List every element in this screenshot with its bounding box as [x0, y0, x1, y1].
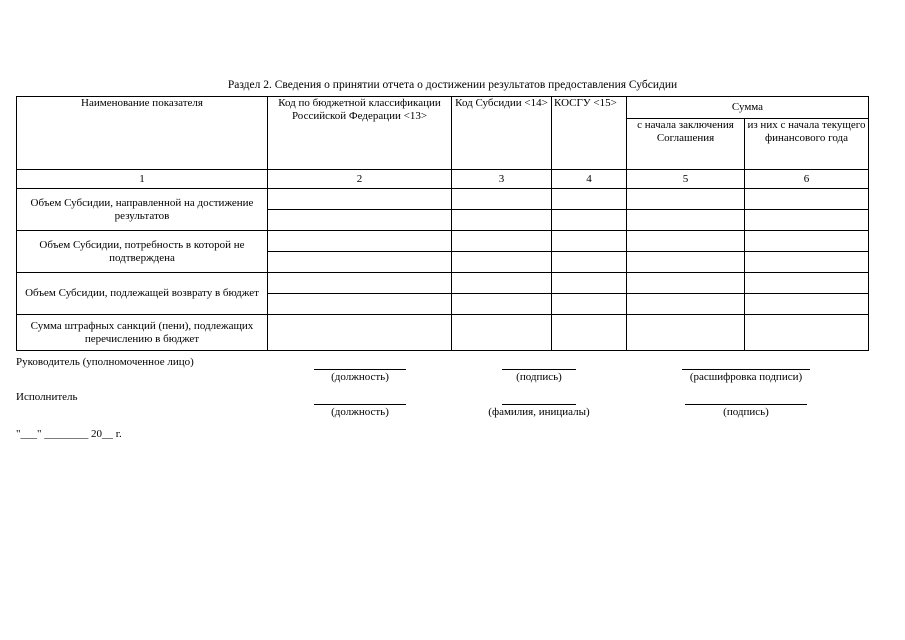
table-cell[interactable] — [452, 315, 552, 351]
row-label-unconfirmed: Объем Субсидии, потребность в которой не подтверждена — [17, 231, 268, 273]
table-cell[interactable] — [552, 210, 627, 231]
head-signature-line[interactable] — [502, 369, 576, 370]
header-sum-from-start: с начала заключения Соглашения — [627, 119, 745, 170]
table-cell[interactable] — [552, 315, 627, 351]
table-cell[interactable] — [627, 252, 745, 273]
table-cell[interactable] — [627, 315, 745, 351]
table-cell[interactable] — [745, 189, 869, 210]
date-line[interactable]: "___" ________ 20__ г. — [16, 428, 122, 440]
column-number-2: 2 — [268, 170, 452, 189]
table-cell[interactable] — [452, 189, 552, 210]
executor-signature-caption: (подпись) — [723, 406, 769, 418]
executor-name-line[interactable] — [502, 404, 576, 405]
header-budget-code: Код по бюджетной классификации Российской Федерации <13> — [268, 97, 452, 170]
table-cell[interactable] — [627, 294, 745, 315]
table-cell[interactable] — [627, 210, 745, 231]
header-sum-current-year: из них с начала текущего финансового года — [745, 119, 869, 170]
table-cell[interactable] — [552, 231, 627, 252]
header-indicator: Наименование показателя — [17, 97, 268, 170]
table-cell[interactable] — [452, 273, 552, 294]
row-label-return: Объем Субсидии, подлежащей возврату в бюджет — [17, 273, 268, 315]
column-number-4: 4 — [552, 170, 627, 189]
table-row — [17, 315, 869, 351]
table-cell[interactable] — [552, 273, 627, 294]
table-cell[interactable] — [552, 294, 627, 315]
head-position-line[interactable] — [314, 369, 406, 370]
table-cell[interactable] — [452, 294, 552, 315]
table-cell[interactable] — [268, 273, 452, 294]
table-cell[interactable] — [627, 231, 745, 252]
head-transcript-caption: (расшифровка подписи) — [689, 371, 803, 383]
table-cell[interactable] — [552, 252, 627, 273]
table-cell[interactable] — [627, 189, 745, 210]
column-number-6: 6 — [745, 170, 869, 189]
row-label-penalties: Сумма штрафных санкций (пени), подлежащих перечислению в бюджет — [17, 315, 268, 351]
table-cell[interactable] — [268, 210, 452, 231]
table-cell[interactable] — [627, 273, 745, 294]
section-title: Раздел 2. Сведения о принятии отчета о достижении результатов предоставления Субсидии — [227, 79, 678, 91]
table-cell[interactable] — [268, 294, 452, 315]
table-cell[interactable] — [452, 252, 552, 273]
head-label: Руководитель (уполномоченное лицо) — [16, 356, 194, 368]
column-number-5: 5 — [627, 170, 745, 189]
column-number-3: 3 — [452, 170, 552, 189]
table-cell[interactable] — [745, 294, 869, 315]
table-cell[interactable] — [552, 189, 627, 210]
executor-position-line[interactable] — [314, 404, 406, 405]
table-cell[interactable] — [745, 231, 869, 252]
header-kosgu: КОСГУ <15> — [552, 97, 627, 170]
table-cell[interactable] — [745, 252, 869, 273]
header-row-1 — [17, 97, 869, 119]
executor-position-caption: (должность) — [331, 406, 389, 418]
column-numbers-row — [17, 170, 869, 189]
row-label-directed: Объем Субсидии, направленной на достижение результатов — [17, 189, 268, 231]
table-cell[interactable] — [268, 189, 452, 210]
table-cell[interactable] — [268, 252, 452, 273]
executor-name-caption: (фамилия, инициалы) — [488, 406, 590, 418]
column-number-1: 1 — [17, 170, 268, 189]
head-transcript-line[interactable] — [682, 369, 810, 370]
table-cell[interactable] — [268, 315, 452, 351]
table-row — [17, 189, 869, 210]
subsidy-report-table — [16, 96, 869, 351]
table-cell[interactable] — [268, 231, 452, 252]
table-cell[interactable] — [745, 315, 869, 351]
table-cell[interactable] — [452, 210, 552, 231]
table-cell[interactable] — [745, 273, 869, 294]
executor-label: Исполнитель — [16, 391, 78, 403]
table-cell[interactable] — [745, 210, 869, 231]
table-cell[interactable] — [452, 231, 552, 252]
executor-signature-line[interactable] — [685, 404, 807, 405]
table-row — [17, 231, 869, 252]
table-row — [17, 273, 869, 294]
header-subsidy-code: Код Субсидии <14> — [452, 97, 552, 170]
head-position-caption: (должность) — [331, 371, 389, 383]
head-signature-caption: (подпись) — [516, 371, 562, 383]
header-sum: Сумма — [627, 97, 869, 119]
